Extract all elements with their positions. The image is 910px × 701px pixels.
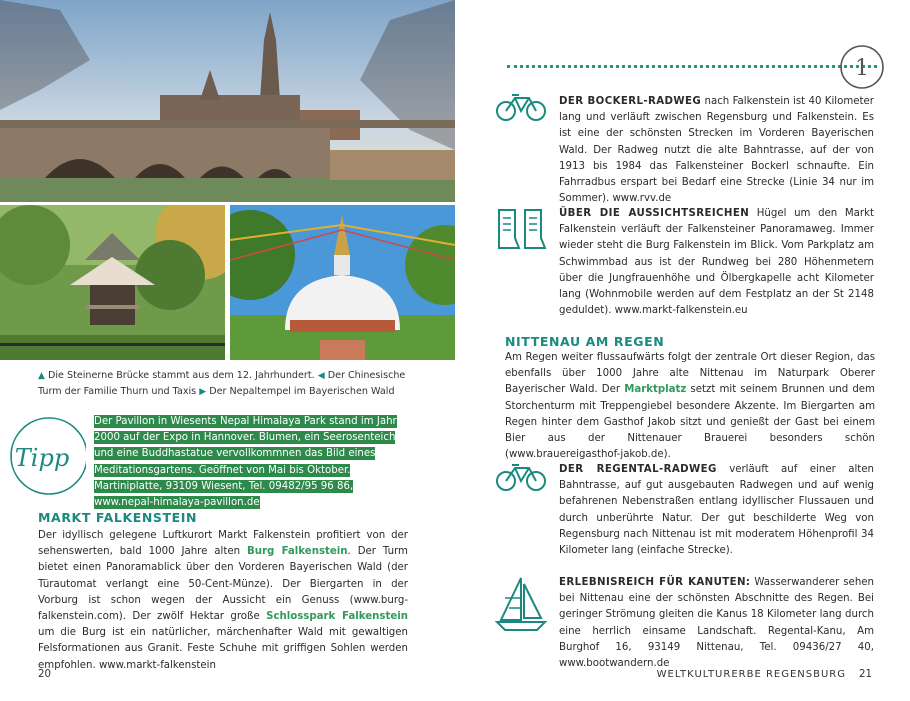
photo-caption bbox=[38, 368, 418, 400]
body-text: . Der Turm bietet einen Panoramablick über den Vorderen Bayerischen Wald (der Türautomat verlangt eine 50-Cent-Münze). Der Biergarten in der Vorburg ist schon wegen der Aussicht ein Genuss (www.burg-falkenstein.com). Der zwölf Hektar große bbox=[38, 546, 408, 623]
number-badge bbox=[838, 43, 886, 91]
photo-stone-bridge bbox=[0, 0, 455, 202]
right-page bbox=[455, 0, 910, 701]
entry-text: Wasserwanderer sehen bei Nittenau eine der schönsten Abschnitte des Regen. Bei geringer Strömung gleiten die Kanus 18 Kilometer lang durch eine herrlich einsame Landschaft. Regental-Kanu, Am Burghof 16, 93149 Nittenau, Tel. 09436/27 40, www.bootwandern.de bbox=[559, 577, 874, 670]
link-schlosspark: Schlosspark Falkenstein bbox=[266, 611, 408, 623]
entry-title: DER BOCKERL-RADWEG bbox=[559, 96, 702, 107]
body-nittenau bbox=[505, 350, 875, 463]
tipp-label: Tipp bbox=[14, 444, 70, 472]
entry-bockerl-radweg bbox=[559, 94, 874, 207]
caption-temple: Der Nepaltempel im Bayerischen Wald bbox=[209, 386, 395, 397]
arrow-left-icon: ◀ bbox=[317, 371, 325, 381]
photo-chinese-tower bbox=[0, 205, 225, 360]
tipp-text: Der Pavillon in Wiesents Nepal Himalaya Park stand im Jahr 2000 auf der Expo in Hannover. Blumen, ein Seerosenteich und eine Buddhastatue vervollkommnen das Bild eines Meditationsgartens. Geöffnet von Mai bis Oktober. Martiniplatte, 93109 Wiesent, Tel. 09482/95 96 86, www.nepal-himalaya-pavillon.de bbox=[94, 416, 397, 509]
tipp-logo bbox=[4, 410, 86, 502]
body-text: Am Regen weiter flussaufwärts folgt der zentrale Ort dieser Region, das ebenfalls über 1000 Jahre alte Nittenau im Naturpark Oberer Bayerischer Wald. Der bbox=[505, 352, 875, 396]
caption-bridge: Die Steinerne Brücke stammt aus dem 12. Jahrhundert. bbox=[47, 370, 315, 381]
body-text: setzt mit seinem Brunnen und dem Storchenturm mit Treppengiebel besondere Akzente. Im Biergarten am Regen hinter dem Gasthof Jakob sitzt und genießt der Gast bei einem Bier aus der Nittenauer Brauerei besonders schön (www.brauereigasthof-jakob.de). bbox=[505, 384, 875, 461]
tipp-text-box bbox=[94, 414, 412, 511]
body-text: Der idyllisch gelegene Luftkurort Markt Falkenstein profitiert von der sehenswerten, bald 1000 Jahre alten bbox=[38, 530, 408, 558]
entry-title: ERLEBNISREICH FÜR KANUTEN: bbox=[559, 577, 751, 588]
entry-panoramaweg bbox=[559, 206, 874, 319]
arrow-up-icon: ▲ bbox=[38, 371, 45, 381]
entry-text: Hügel um den Markt Falkenstein verläuft der Falkensteiner Panoramaweg. Immer wieder steht die Burg Falkenstein im Blick. Vom Parkplatz am Schwimmbad aus ist der Rundweg bei 280 Höhenmetern über die Jungfrauenhöhe und Ölbergkapelle acht Kilometer lang (Wohnmobile werden auf dem Festplatz an der St 2148 geduldet). www.markt-falkenstein.eu bbox=[559, 208, 874, 317]
page-number-right: 21 bbox=[859, 669, 872, 680]
entry-text: nach Falkenstein ist 40 Kilometer lang und verläuft zwischen Regensburg und Falkenstein. Es ist eine der schönsten Strecken im Vorderen Bayerischen Wald. Der Radweg nutzt die alte Bahntrasse, auf der von 1913 bis 1984 das Falkensteiner Bockerl schnaufte. Ein Fahrradbus erspart bei Bedarf eine Strecke (Linie 34 nur im Sommer). www.rvv.de bbox=[559, 96, 874, 205]
entry-text: verläuft auf einer alten Bahntrasse, auf gut ausgebauten Radwegen und auf wenig befahrenen Nebenstraßen entlang idyllischer Flussauen und durch unberührte Natur. Der gut beschilderte Weg von Regensburg nach Nittenau ist mit moderatem Höhenprofil 34 Kilometer lang (einfache Strecke). bbox=[559, 464, 874, 557]
link-burg-falkenstein: Burg Falkenstein bbox=[247, 546, 348, 558]
photo-nepal-temple bbox=[230, 205, 455, 360]
body-text: um die Burg ist ein natürlicher, märchenhafter Wald mit gewaltigen Felsformationen aus Granit. Feste Schuhe mit griffigen Sohlen werden empfohlen. www.markt-falkenstein bbox=[38, 627, 408, 671]
number-badge-label: 1 bbox=[855, 56, 869, 81]
bicycle-icon bbox=[495, 462, 547, 492]
running-head: WELTKULTURERBE REGENSBURG bbox=[656, 669, 846, 680]
entry-regental-radweg bbox=[559, 462, 874, 559]
caption-tower: Der Chinesische Turm der Familie Thurn und Taxis bbox=[38, 370, 406, 397]
page-number-left: 20 bbox=[38, 669, 51, 680]
bicycle-icon bbox=[495, 92, 547, 122]
entry-title: DER REGENTAL-RADWEG bbox=[559, 464, 717, 475]
entry-kanuten bbox=[559, 575, 874, 672]
sailboat-icon bbox=[495, 576, 547, 634]
link-marktplatz: Marktplatz bbox=[624, 384, 687, 396]
hiking-boots-icon bbox=[495, 208, 547, 250]
heading-markt-falkenstein: MARKT FALKENSTEIN bbox=[38, 510, 198, 525]
dotted-divider bbox=[507, 65, 877, 68]
entry-title: ÜBER DIE AUSSICHTSREICHEN bbox=[559, 208, 750, 219]
arrow-right-icon: ▶ bbox=[199, 387, 207, 397]
heading-nittenau: NITTENAU AM REGEN bbox=[505, 334, 665, 349]
body-markt-falkenstein bbox=[38, 528, 408, 674]
